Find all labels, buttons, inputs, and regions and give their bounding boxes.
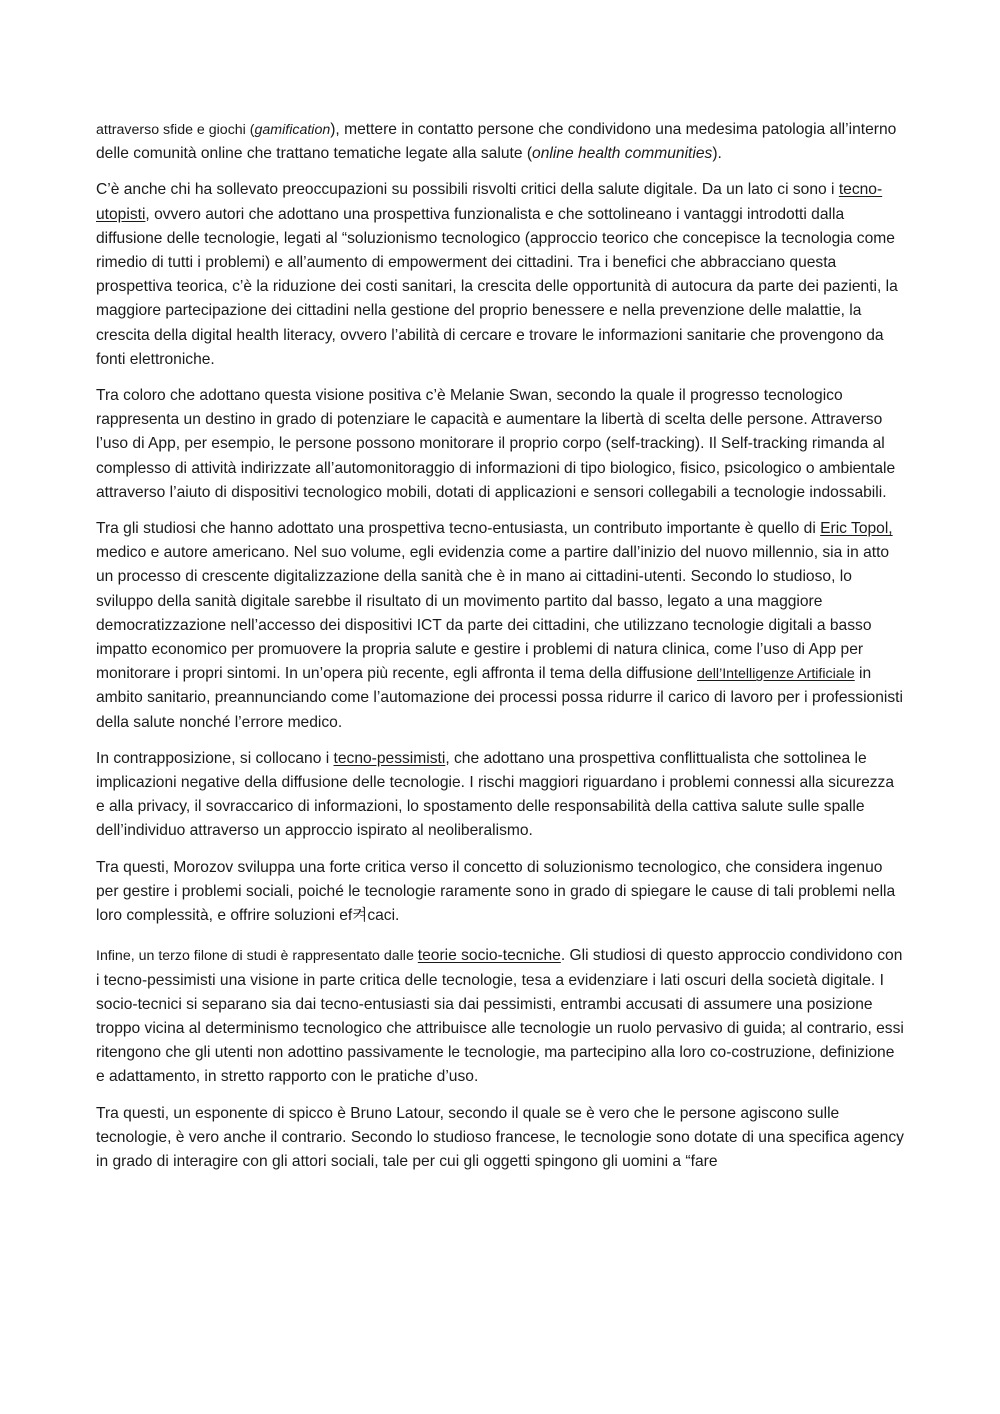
text-run: In contrapposizione, si collocano i — [96, 749, 334, 767]
paragraph-eric-topol — [96, 517, 904, 735]
text-run: Infine, un terzo filone di studi è rappresentato dalle — [96, 948, 418, 965]
text-run: Tra gli studiosi che hanno adottato una prospettiva tecno-entusiasta, un contributo importante è quello di — [96, 520, 821, 538]
paragraph-tecno-pessimisti — [96, 747, 904, 844]
text-run: medico e autore americano. Nel suo volume, egli evidenzia come a partire dall’inizio del nuovo millennio, sia in atto un processo di crescente digitalizzazione della sanità che è in mano ai cittadini-utenti. Secondo lo studioso, lo sviluppo della sanità digitale sarebbe il risultato di un movimento partito dal basso, legato a una maggiore democratizzazione nell’accesso dei dispositivi ICT da parte dei cittadini, che utilizzano tecnologie digitali a basso impatto economico per promuovere la propria salute e gestire i problemi di natura clinica, come l’uso di App per monitorare i propri sintomi. In un’opera più recente, egli affronta il tema della diffusione — [96, 544, 890, 683]
paragraph-gamification — [96, 118, 904, 166]
underlined-term-tecno-utopisti: tecno-utopisti — [96, 181, 883, 223]
paragraph-morozov — [96, 856, 904, 929]
paragraph-tecno-utopisti — [96, 178, 904, 372]
italic-term-gamification: gamification — [254, 122, 331, 138]
text-run: ). — [712, 145, 722, 163]
text-run: Tra questi, un esponente di spicco è Bruno Latour, secondo il quale se è vero che le persone agiscono sulle tecnologie, è vero anche il contrario. Secondo lo studioso francese, le tecnologie sono dotate di una specifica agency in grado di interagire con gli attori sociali, tale per cui gli oggetti spingono gli uomini a “fare — [96, 1104, 904, 1170]
underlined-term-intelligenze-artificiale: dell’Intelligenze Artificiale — [696, 666, 855, 683]
paragraph-melanie-swan — [96, 384, 904, 505]
text-run: Tra coloro che adottano questa visione positiva c’è Melanie Swan, secondo la quale il progresso tecnologico rappresenta un destino in grado di potenziare le capacità e aumentare la libertà di scelta delle persone. Attraverso l’uso di App, per esempio, le persone possono monitorare il proprio corpo (self-tracking). Il Self-tracking rimanda al complesso di attività indirizzate all’automonitoraggio di informazioni di tipo biologico, fisico, psicologico o ambientale attraverso l’aiuto di dispositivi tecnologico mobili, dotati di applicazioni e sensori collegabili a tecnologie indossabili. — [96, 387, 896, 501]
document-page — [96, 118, 904, 1186]
text-run: , che adottano una prospettiva conflittualista che sottolinea le implicazioni negative della diffusione delle tecnologie. I rischi maggiori riguardano i problemi connessi alla sicurezza e alla privacy, il sovraccarico di informazioni, lo spostamento delle responsabilità della cattiva salute sulle spalle dell’individuo attraverso un approccio ispirato al neoliberalismo. — [96, 749, 895, 840]
text-run: in ambito sanitario, preannunciando come l’automazione dei processi possa ridurre il carico di lavoro per i professionisti della salute nonché l’errore medico. — [96, 665, 903, 731]
underlined-term-teorie-socio-tecniche: teorie socio-tecniche — [417, 947, 561, 965]
paragraph-teorie-socio-tecniche — [96, 944, 904, 1089]
underlined-term-tecno-pessimisti: tecno-pessimisti — [333, 749, 446, 767]
text-run: attraverso sfide e giochi ( — [96, 122, 255, 138]
italic-term-online-health-communities: online health communities — [532, 145, 713, 163]
text-run: Tra questi, Morozov sviluppa una forte critica verso il concetto di soluzionismo tecnologico, che considera ingenuo per gestire i problemi sociali, poiché le tecnologie raramente sono in grado di spiegare le cause di tali problemi nella loro complessità, e offrire soluzioni ef켜caci. — [96, 858, 896, 925]
text-run: , ovvero autori che adottano una prospettiva funzionalista e che sottolineano i vantaggi introdotti dalla diffusione delle tecnologie, legati al “soluzionismo tecnologico (approccio teorico che concepisce la tecnologia come rimedio di tutti i problemi) e all’aumento di empowerment dei cittadini. Tra i benefici che abbracciano questa prospettiva teorica, c’è la riduzione dei costi sanitari, la crescita delle opportunità di autocura da parte dei pazienti, la maggiore partecipazione dei cittadini nella gestione del proprio benessere e nella prevenzione delle malattie, la crescita della digital health literacy, ovvero l’abilità di cercare e trovare le informazioni sanitarie che provengono da fonti elettroniche. — [96, 205, 898, 368]
text-run: . Gli studiosi di questo approccio condividono con i tecno-pessimisti una visione in parte critica delle tecnologie, tesa a evidenziare i lati oscuri della società digitale. I socio-tecnici si separano sia dai tecno-entusiasti sia dai pessimisti, entrambi accusati di assumere una posizione troppo vicina al determinismo tecnologico che attribuisce alle tecnologie un ruolo pervasivo di guida; al contrario, essi ritengono che gli utenti non adottino passivamente le tecnologie, ma partecipino alla loro co-costruzione, definizione e adattamento, in stretto rapporto con le pratiche d’uso. — [96, 947, 904, 1086]
text-run: C’è anche chi ha sollevato preoccupazioni su possibili risvolti critici della salute digitale. Da un lato ci sono i — [96, 181, 839, 199]
underlined-term-eric-topol: Eric Topol, — [820, 520, 893, 538]
paragraph-bruno-latour — [96, 1102, 904, 1175]
text-run: ), mettere in contatto persone che condividono una medesima patologia all’interno delle comunità online che trattano tematiche legate alla salute ( — [96, 121, 897, 163]
